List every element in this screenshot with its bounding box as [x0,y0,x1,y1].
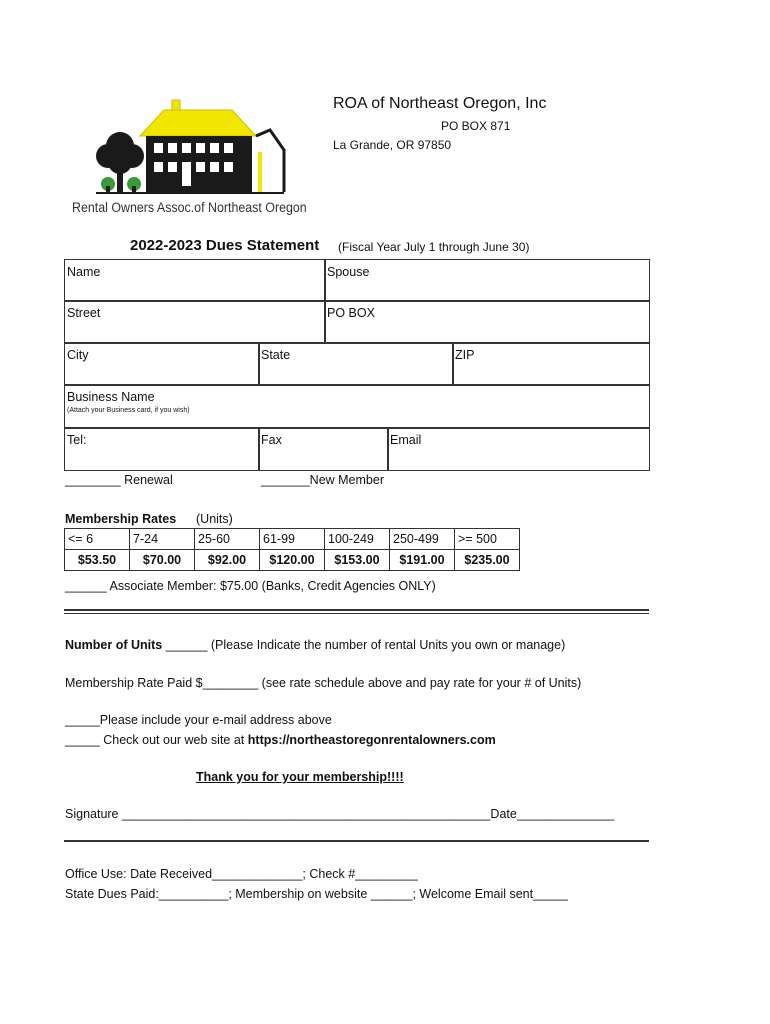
website-prefix: _____ Check out our web site at [65,733,248,747]
price-cell: $191.00 [390,550,455,571]
number-of-units-line[interactable] [65,638,565,652]
name-field[interactable] [64,259,326,302]
logo-caption: Rental Owners Assoc.of Northeast Oregon [72,200,307,215]
number-of-units-label: Number of Units [65,638,163,652]
thank-you-message: Thank you for your membership!!!! [196,770,404,784]
zip-label: ZIP [455,348,475,362]
price-cell: $153.00 [325,550,390,571]
range-cell: 25-60 [195,529,260,550]
fax-field[interactable] [258,427,389,471]
spouse-field[interactable] [324,259,650,302]
price-cell: $53.50 [65,550,130,571]
range-cell: 250-499 [390,529,455,550]
email-field[interactable] [387,427,650,471]
city-label: City [67,348,89,362]
office-use-line-2: State Dues Paid:__________; Membership on website ______; Welcome Email sent_____ [65,887,568,901]
renewal-option[interactable]: ________ Renewal [65,473,173,487]
price-cell: $235.00 [455,550,520,571]
po-box-field[interactable] [324,300,650,344]
city-field[interactable] [64,342,260,386]
state-field[interactable] [258,342,454,386]
website-line [65,733,496,747]
price-cell: $70.00 [130,550,195,571]
business-card-note: (Attach your Business card, if you wish) [67,407,190,414]
org-po-box: PO BOX 871 [441,119,511,133]
spouse-label: Spouse [327,265,370,279]
form-subtitle: (Fiscal Year July 1 through June 30) [338,240,530,254]
business-name-field[interactable] [64,384,650,429]
number-of-units-hint: ______ (Please Indicate the number of rental Units you own or manage) [162,638,566,652]
range-cell: >= 500 [455,529,520,550]
website-link[interactable]: https://northeastoregonrentalowners.com [247,733,496,747]
form-title: 2022-2023 Dues Statement [130,237,320,254]
rates-heading: Membership Rates [65,512,177,526]
tel-label: Tel: [67,433,87,447]
email-label: Email [390,433,422,447]
org-city-line: La Grande, OR 97850 [333,138,452,152]
price-cell: $120.00 [260,550,325,571]
rates-ranges-row [65,529,520,550]
roa-logo [70,96,320,226]
rate-paid-line[interactable]: Membership Rate Paid $________ (see rate schedule above and pay rate for your # of Units) [65,676,582,690]
office-use-line-1: Office Use: Date Received_____________; Check #_________ [65,867,418,881]
rates-units-label: (Units) [196,512,233,526]
range-cell: 61-99 [260,529,325,550]
state-label: State [261,348,291,362]
range-cell: 7-24 [130,529,195,550]
signature-date-line[interactable]: Signature _____________________________________________________Date______________ [65,807,615,821]
price-cell: $92.00 [195,550,260,571]
rates-table [64,528,520,571]
zip-field[interactable] [452,342,650,386]
street-label: Street [67,306,101,320]
tel-field[interactable] [64,427,260,471]
name-label: Name [67,265,101,279]
associate-member-option[interactable]: ______ Associate Member: $75.00 (Banks, Credit Agencies ONLY) [65,579,436,593]
street-field[interactable] [64,300,326,344]
office-divider [64,840,649,842]
section-divider-top [64,609,649,611]
range-cell: 100-249 [325,529,390,550]
business-name-label: Business Name [67,390,155,404]
section-divider-bottom [64,613,649,614]
email-reminder-line[interactable]: _____Please include your e-mail address above [65,713,332,727]
rates-prices-row [65,550,520,571]
po-box-label: PO BOX [327,306,375,320]
org-name: ROA of Northeast Oregon, Inc [333,95,547,112]
fax-label: Fax [261,433,282,447]
new-member-option[interactable]: _______New Member [261,473,384,487]
range-cell: <= 6 [65,529,130,550]
